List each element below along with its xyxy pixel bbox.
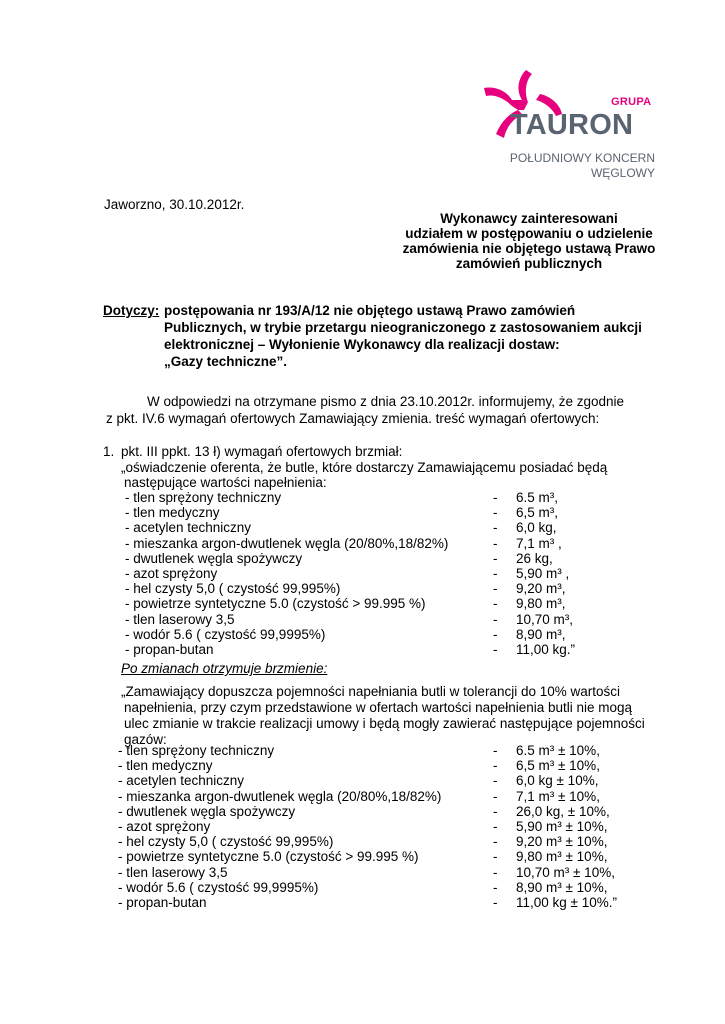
gas-value: 9,20 m³,: [516, 581, 566, 597]
gas-value: 7,1 m³ ,: [516, 535, 562, 551]
gas-row: [0, 865, 725, 880]
gas-value: 6.5 m³ ± 10%,: [516, 743, 600, 758]
gas-dash: -: [493, 819, 498, 834]
gas-value: 6,5 m³ ± 10%,: [516, 758, 600, 774]
gas-row: [0, 880, 725, 895]
gas-dash: -: [493, 773, 498, 789]
gas-value: 10,70 m³ ± 10%,: [516, 864, 615, 880]
gas-dash: -: [493, 864, 498, 880]
gas-dash: -: [493, 758, 498, 774]
subject-label: Dotyczy:: [103, 303, 160, 318]
gas-row: [0, 566, 725, 581]
gas-row: [0, 773, 725, 788]
new-quote-line: „Zamawiający dopuszcza pojemności napełniania butli w tolerancji do 10% wartości: [121, 684, 620, 699]
gas-value: 11,00 kg ± 10%.”: [516, 895, 617, 910]
gas-row: [0, 551, 725, 566]
old-quote-line: następujące wartości napełnienia:: [124, 475, 327, 490]
new-quote-line: gazów:: [124, 732, 167, 747]
gas-dash: -: [493, 505, 498, 521]
gas-name: - wodór 5.6 ( czystość 99,9995%): [118, 879, 319, 895]
place-date: Jaworzno, 30.10.2012r.: [104, 197, 245, 212]
gas-name: - powietrze syntetyczne 5.0 (czystość > 99.995 %): [118, 849, 419, 865]
gas-dash: -: [493, 849, 498, 865]
gas-name: - mieszanka argon-dwutlenek węgla (20/80%,18/82%): [125, 535, 449, 551]
gas-dash: -: [493, 611, 498, 627]
gas-value: 26,0 kg, ± 10%,: [516, 803, 610, 819]
gas-name: - propan-butan: [125, 642, 214, 657]
recipient-line: udziałem w postępowaniu o udzielenie: [405, 226, 653, 241]
logo-tauron: TAURON: [510, 109, 634, 141]
gas-dash: -: [493, 520, 498, 536]
gas-value: 11,00 kg.”: [516, 642, 576, 657]
gas-name: - hel czysty 5,0 ( czystość 99,995%): [125, 581, 341, 597]
gas-value: 9,80 m³ ± 10%,: [516, 849, 608, 865]
subject-line: „Gazy techniczne”.: [164, 354, 288, 369]
recipient-line: zamówień publicznych: [455, 256, 603, 271]
gas-name: - powietrze syntetyczne 5.0 (czystość > 99.995 %): [125, 596, 426, 612]
gas-row: [0, 758, 725, 773]
after-change-heading: Po zmianach otrzymuje brzmienie:: [121, 661, 328, 676]
gas-name: - tlen laserowy 3,5: [125, 611, 235, 627]
gas-name: - acetylen techniczny: [125, 520, 252, 536]
gas-dash: -: [493, 743, 498, 758]
gas-name: - dwutlenek węgla spożywczy: [118, 803, 296, 819]
gas-value: 6,5 m³,: [516, 505, 559, 521]
gas-dash: -: [493, 581, 498, 597]
gas-name: - azot sprężony: [118, 819, 211, 834]
gas-value: 5,90 m³ ,: [516, 566, 570, 581]
gas-dash: -: [493, 596, 498, 612]
gas-name: - tlen medyczny: [118, 758, 213, 774]
gas-value: 9,20 m³ ± 10%,: [516, 834, 608, 850]
logo-subtitle-line2: WĘGLOWY: [590, 166, 655, 180]
point-number: 1.: [103, 444, 115, 459]
gas-row: [0, 804, 725, 819]
new-quote-line: napełnienia, przy czym przedstawione w ofertach wartości napełnienia butli nie mogą: [124, 700, 633, 715]
gas-value: 10,70 m³,: [516, 611, 574, 627]
subject-line: Publicznych, w trybie przetargu nieograniczonego z zastosowaniem aukcji: [164, 320, 642, 335]
gas-row: [0, 490, 725, 505]
logo-grupa: GRUPA: [611, 96, 652, 108]
gas-name: - tlen medyczny: [125, 505, 220, 521]
gas-row: [0, 612, 725, 627]
gas-row: [0, 581, 725, 596]
gas-row: [0, 536, 725, 551]
gas-name: - tlen laserowy 3,5: [118, 864, 228, 880]
gas-name: - wodór 5.6 ( czystość 99,9995%): [125, 626, 326, 642]
logo-subtitle: [480, 151, 655, 181]
gas-name: - mieszanka argon-dwutlenek węgla (20/80%,18/82%): [118, 788, 442, 804]
gas-dash: -: [493, 879, 498, 895]
gas-dash: -: [493, 566, 498, 581]
recipient-line: zamówienia nie objętego ustawą Prawo: [402, 241, 656, 256]
new-quote-line: ulec zmianie w trakcie realizacji umowy i będą mogły zawierać następujące pojemności: [124, 716, 645, 731]
recipient-block: [398, 211, 660, 271]
gas-row: [0, 895, 725, 910]
gas-name: - dwutlenek węgla spożywczy: [125, 550, 303, 566]
gas-row: [0, 819, 725, 834]
gas-value: 26 kg,: [516, 550, 553, 566]
gas-name: - hel czysty 5,0 ( czystość 99,995%): [118, 834, 334, 850]
gas-row: [0, 834, 725, 849]
gas-value: 6,0 kg ± 10%,: [516, 773, 599, 789]
gas-value: 5,90 m³ ± 10%,: [516, 819, 608, 834]
gas-dash: -: [493, 550, 498, 566]
gas-dash: -: [493, 642, 498, 657]
subject-text: [164, 303, 642, 371]
gas-name: - propan-butan: [118, 895, 207, 910]
gas-value: 8,90 m³,: [516, 626, 566, 642]
company-logo: [480, 68, 660, 183]
gas-dash: -: [493, 490, 498, 505]
gas-name: - tlen sprężony techniczny: [125, 490, 282, 505]
gas-value: 8,90 m³ ± 10%,: [516, 879, 608, 895]
gas-dash: -: [493, 788, 498, 804]
intro-line: W odpowiedzi na otrzymane pismo z dnia 23.10.2012r. informujemy, że zgodnie: [147, 394, 625, 409]
subject-line: postępowania nr 193/A/12 nie objętego ustawą Prawo zamówień: [164, 303, 576, 318]
gas-name: - acetylen techniczny: [118, 773, 245, 789]
gas-dash: -: [493, 834, 498, 850]
point-heading: pkt. III ppkt. 13 ł) wymagań ofertowych brzmiał:: [121, 444, 403, 459]
old-quote-line: „oświadczenie oferenta, że butle, które dostarczy Zamawiającemu posiadać będą: [121, 460, 608, 475]
intro-line: z pkt. IV.6 wymagań ofertowych Zamawiający zmienia. treść wymagań ofertowych:: [106, 411, 600, 426]
gas-name: - azot sprężony: [125, 566, 218, 581]
gas-value: 7,1 m³ ± 10%,: [516, 788, 600, 804]
gas-row: [0, 505, 725, 520]
gas-dash: -: [493, 803, 498, 819]
gas-name: - tlen sprężony techniczny: [118, 743, 275, 758]
gas-value: 6,0 kg,: [516, 520, 557, 536]
gas-row: [0, 743, 725, 758]
recipient-line: Wykonawcy zainteresowani: [440, 211, 618, 226]
gas-dash: -: [493, 535, 498, 551]
gas-value: 6.5 m³,: [516, 490, 559, 505]
gas-row: [0, 642, 725, 657]
gas-row: [0, 596, 725, 611]
gas-row: [0, 520, 725, 535]
gas-row: [0, 849, 725, 864]
gas-value: 9,80 m³,: [516, 596, 566, 612]
subject-line: elektronicznej – Wyłonienie Wykonawcy dla realizacji dostaw:: [164, 337, 560, 352]
gas-row: [0, 627, 725, 642]
gas-row: [0, 789, 725, 804]
logo-subtitle-line1: POŁUDNIOWY KONCERN: [509, 151, 655, 165]
gas-dash: -: [493, 895, 498, 910]
gas-dash: -: [493, 626, 498, 642]
